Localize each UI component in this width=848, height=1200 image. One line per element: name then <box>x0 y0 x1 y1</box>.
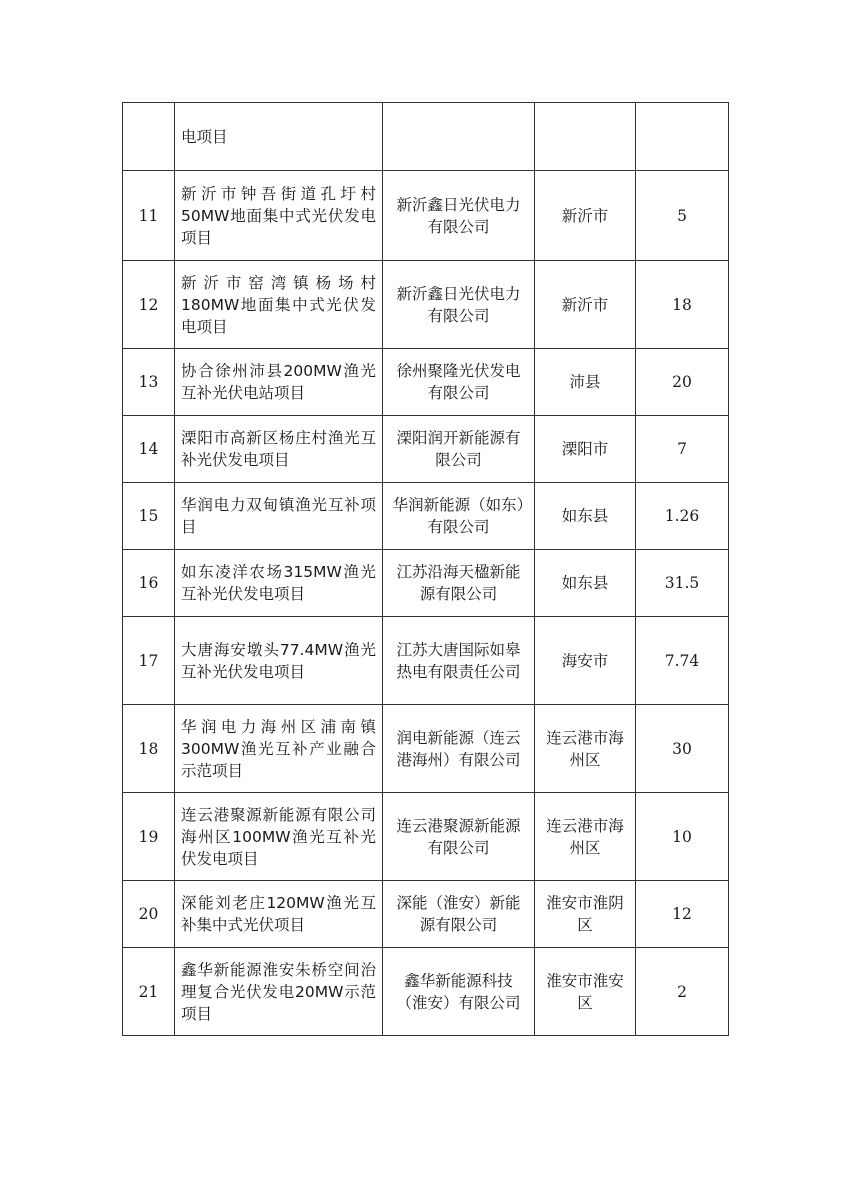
table-row <box>123 261 729 349</box>
row-number: 12 <box>123 261 175 349</box>
table-row <box>123 483 729 550</box>
row-number: 16 <box>123 550 175 617</box>
row-number: 20 <box>123 881 175 948</box>
project-name: 深能刘老庄120MW渔光互补集中式光伏项目 <box>175 881 383 948</box>
project-name: 如东凌洋农场315MW渔光互补光伏发电项目 <box>175 550 383 617</box>
project-name: 连云港聚源新能源有限公司海州区100MW渔光互补光伏发电项目 <box>175 793 383 881</box>
city-name: 连云港市海州区 <box>535 793 636 881</box>
row-number: 15 <box>123 483 175 550</box>
project-name: 华润电力海州区浦南镇300MW渔光互补产业融合示范项目 <box>175 705 383 793</box>
capacity-value: 10 <box>636 793 729 881</box>
company-name: 连云港聚源新能源有限公司 <box>383 793 535 881</box>
project-name: 溧阳市高新区杨庄村渔光互补光伏发电项目 <box>175 416 383 483</box>
city-name: 溧阳市 <box>535 416 636 483</box>
project-name: 新沂市钟吾街道孔圩村50MW地面集中式光伏发电项目 <box>175 171 383 261</box>
city-name: 沛县 <box>535 349 636 416</box>
table-row <box>123 617 729 705</box>
capacity-value: 31.5 <box>636 550 729 617</box>
city-name <box>535 103 636 171</box>
table-row <box>123 550 729 617</box>
row-number: 18 <box>123 705 175 793</box>
table-row <box>123 793 729 881</box>
company-name: 深能（淮安）新能源有限公司 <box>383 881 535 948</box>
row-number: 13 <box>123 349 175 416</box>
city-name: 连云港市海州区 <box>535 705 636 793</box>
city-name: 新沂市 <box>535 261 636 349</box>
table-row <box>123 171 729 261</box>
city-name: 新沂市 <box>535 171 636 261</box>
company-name: 溧阳润开新能源有限公司 <box>383 416 535 483</box>
row-number: 11 <box>123 171 175 261</box>
company-name: 江苏大唐国际如皋热电有限责任公司 <box>383 617 535 705</box>
capacity-value <box>636 103 729 171</box>
row-number <box>123 103 175 171</box>
project-table <box>122 102 729 1036</box>
company-name: 鑫华新能源科技（淮安）有限公司 <box>383 948 535 1036</box>
table-row <box>123 705 729 793</box>
project-name: 协合徐州沛县200MW渔光互补光伏电站项目 <box>175 349 383 416</box>
table-row <box>123 416 729 483</box>
company-name: 新沂鑫日光伏电力有限公司 <box>383 171 535 261</box>
project-name: 鑫华新能源淮安朱桥空间治理复合光伏发电20MW示范项目 <box>175 948 383 1036</box>
company-name: 华润新能源（如东）有限公司 <box>383 483 535 550</box>
table-row <box>123 881 729 948</box>
row-number: 19 <box>123 793 175 881</box>
city-name: 淮安市淮阴区 <box>535 881 636 948</box>
city-name: 如东县 <box>535 483 636 550</box>
capacity-value: 1.26 <box>636 483 729 550</box>
capacity-value: 5 <box>636 171 729 261</box>
table-row <box>123 349 729 416</box>
row-number: 17 <box>123 617 175 705</box>
row-number: 14 <box>123 416 175 483</box>
city-name: 淮安市淮安区 <box>535 948 636 1036</box>
project-name: 华润电力双甸镇渔光互补项目 <box>175 483 383 550</box>
capacity-value: 7 <box>636 416 729 483</box>
capacity-value: 12 <box>636 881 729 948</box>
table-row <box>123 103 729 171</box>
project-name: 大唐海安墩头77.4MW渔光互补光伏发电项目 <box>175 617 383 705</box>
company-name <box>383 103 535 171</box>
capacity-value: 2 <box>636 948 729 1036</box>
company-name: 润电新能源（连云港海州）有限公司 <box>383 705 535 793</box>
project-name: 新沂市窑湾镇杨场村180MW地面集中式光伏发电项目 <box>175 261 383 349</box>
capacity-value: 7.74 <box>636 617 729 705</box>
capacity-value: 20 <box>636 349 729 416</box>
project-name: 电项目 <box>175 103 383 171</box>
row-number: 21 <box>123 948 175 1036</box>
company-name: 徐州聚隆光伏发电有限公司 <box>383 349 535 416</box>
company-name: 江苏沿海天楹新能源有限公司 <box>383 550 535 617</box>
capacity-value: 18 <box>636 261 729 349</box>
city-name: 海安市 <box>535 617 636 705</box>
company-name: 新沂鑫日光伏电力有限公司 <box>383 261 535 349</box>
city-name: 如东县 <box>535 550 636 617</box>
capacity-value: 30 <box>636 705 729 793</box>
table-row <box>123 948 729 1036</box>
